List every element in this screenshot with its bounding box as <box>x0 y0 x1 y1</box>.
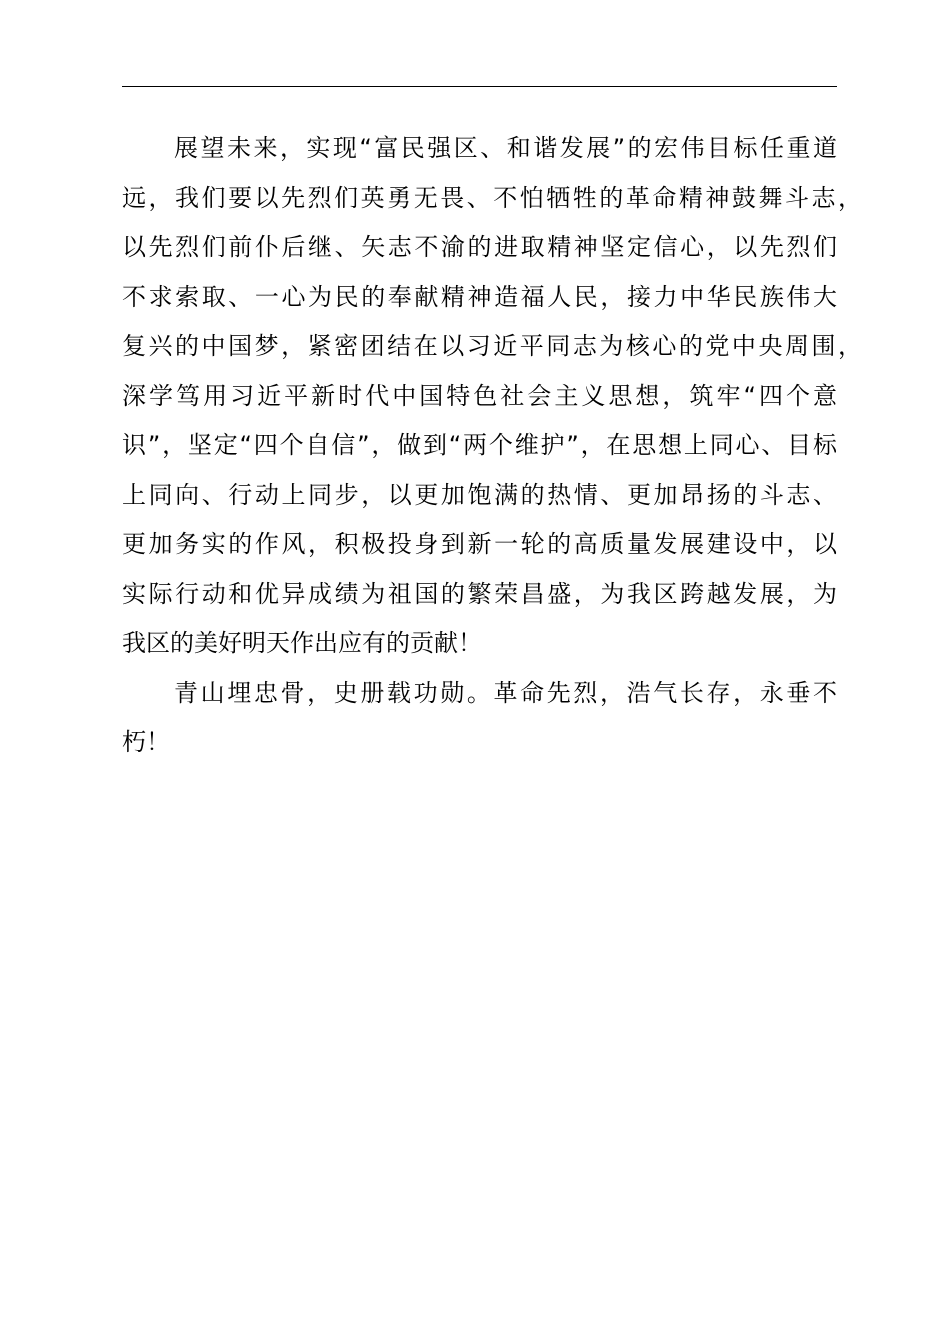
body-text <box>122 124 862 768</box>
paragraph-line: 朽！ <box>122 728 170 756</box>
paragraph-line: 以先烈们前仆后继、矢志不渝的进取精神坚定信心，以先烈们 <box>122 233 837 261</box>
paragraph-1 <box>122 124 862 669</box>
paragraph-line: 识”，坚定“四个自信”，做到“两个维护”，在思想上同心、目标 <box>122 431 837 459</box>
paragraph-line: 不求索取、一心为民的奉献精神造福人民，接力中华民族伟大 <box>122 282 837 311</box>
paragraph-line: 青山埋忠骨，史册载功勋。革命先烈，浩气长存，永垂不 <box>174 678 837 707</box>
paragraph-line: 展望未来，实现“富民强区、和谐发展”的宏伟目标任重道 <box>174 134 837 162</box>
paragraph-line: 深学笃用习近平新时代中国特色社会主义思想，筑牢“四个意 <box>122 381 837 410</box>
paragraph-line: 远，我们要以先烈们英勇无畏、不怕牺牲的革命精神鼓舞斗志， <box>122 183 862 212</box>
paragraph-2 <box>122 669 862 768</box>
paragraph-line: 我区的美好明天作出应有的贡献！ <box>122 629 482 657</box>
header-rule <box>122 86 837 87</box>
paragraph-line: 复兴的中国梦，紧密团结在以习近平同志为核心的党中央周围， <box>122 332 862 360</box>
paragraph-line: 更加务实的作风，积极投身到新一轮的高质量发展建设中，以 <box>122 530 837 558</box>
paragraph-line: 实际行动和优异成绩为祖国的繁荣昌盛，为我区跨越发展，为 <box>122 579 837 608</box>
paragraph-line: 上同向、行动上同步，以更加饱满的热情、更加昂扬的斗志、 <box>122 480 837 509</box>
